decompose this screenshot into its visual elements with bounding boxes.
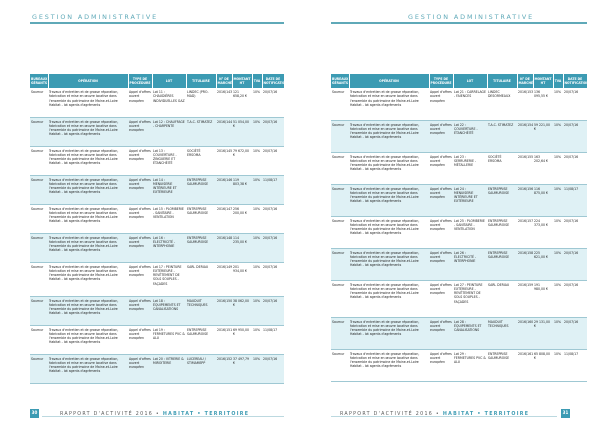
cell-operation: Travaux d'entretien et de grosse réparation, fabrication et mise en œuvre locative dans l'ensemble du patrimoine de Maine-et-Loire Habitat - lot agents d'agréments [349,280,429,317]
cell-lot: Lot 20 : VITRERIE & MIROITERIE [152,354,186,383]
cell-lot: Lot 14 : MENUISERIE INTÉRIEURE ET EXTÉRIEURE [152,175,186,204]
cell-notification-date: 20/07/16 [262,146,284,175]
cell-office: Saumur [30,354,48,383]
cell-amount: 69 950,00 € [232,325,252,354]
cell-procedure: Appel d'offres ouvert européen [429,120,453,152]
cell-contract-no: 2016/146 [216,175,232,204]
cell-amount: 224 373,00 € [533,216,553,248]
cell-operation: Travaux d'entretien et de grosse réparation, fabrication et mise en œuvre locative dans l'ensemble du patrimoine de Maine-et-Loire Habitat - lot agents d'agréments [48,117,128,146]
cell-operation: Travaux d'entretien et de grosse réparation, fabrication et mise en œuvre locative dans l'ensemble du patrimoine de Maine-et-Loire Habitat - lot agents d'agréments [349,152,429,184]
cell-procedure: Appel d'offres ouvert européen [128,262,152,296]
cell-operation: Travaux d'entretien et de grosse réparation, fabrication et mise en œuvre locative dans l'ensemble du patrimoine de Maine-et-Loire Habitat - lot agents d'agréments [349,184,429,216]
cell-holder: SOCIÉTÉ ERSOMA [487,152,517,184]
cell-contract-no: 2016/156 [517,184,533,216]
cell-notification-date: 20/07/16 [563,280,587,317]
cell-vat: 10% [553,88,563,120]
cell-amount: 225 621,00 € [533,248,553,280]
contracts-table-right [331,74,588,382]
cell-holder: T.A.C. STIMATEZ [186,117,216,146]
cell-vat: 10% [252,204,262,233]
column-header-procedure: TYPE DE PROCÉDURE [128,74,152,88]
cell-contract-no: 2016/157 [517,216,533,248]
cell-procedure: Appel d'offres ouvert européen [128,88,152,117]
cell-operation: Travaux d'entretien et de grosse réparation, fabrication et mise en œuvre locative dans l'ensemble du patrimoine de Maine-et-Loire Habitat - lot agents d'agréments [48,146,128,175]
cell-procedure: Appel d'offres ouvert européen [128,354,152,383]
cell-vat: 10% [553,349,563,381]
cell-vat: 10% [553,152,563,184]
table-row [331,216,587,248]
cell-lot: Lot 16 : ÉLECTRICITÉ - INTERPHONIE [152,233,186,262]
cell-lot: Lot 17 : PEINTURE EXTÉRIEURE - REVÊTEMENT DE SOLS SOUPLES - FAÇADES [152,262,186,296]
cell-procedure: Appel d'offres ouvert européen [429,317,453,349]
cell-procedure: Appel d'offres ouvert européen [128,204,152,233]
cell-office: Saumur [331,120,349,152]
cell-notification-date: 20/07/16 [262,296,284,325]
column-header-lot: LOT [152,74,186,88]
cell-office: Saumur [331,152,349,184]
cell-operation: Travaux d'entretien et de grosse réparation, fabrication et mise en œuvre locative dans l'ensemble du patrimoine de Maine-et-Loire Habitat - lot agents d'agréments [48,296,128,325]
cell-vat: 10% [252,354,262,383]
cell-operation: Travaux d'entretien et de grosse réparation, fabrication et mise en œuvre locative dans l'ensemble du patrimoine de Maine-et-Loire Habitat - lot agents d'agréments [48,233,128,262]
contracts-table-left [30,74,288,384]
cell-contract-no: 2016/147 [216,204,232,233]
cell-lot: Lot 13 : COUVERTURE - ZINGUERIE ET ÉTANCHÉITÉ [152,146,186,175]
cell-procedure: Appel d'offres ouvert européen [429,349,453,381]
cell-holder: T.A.C. STIMATEZ [487,120,517,152]
table-row [30,354,284,383]
column-header-lot: LOT [453,74,487,88]
cell-contract-no: 2016/151 [216,325,232,354]
cell-office: Saumur [331,317,349,349]
cell-vat: 10% [553,280,563,317]
cell-vat: 10% [252,88,262,117]
cell-notification-date: 11/08/17 [262,175,284,204]
table-row [30,175,284,204]
footer-prefix-left: RAPPORT D'ACTIVITÉ 2016 • [60,411,163,417]
column-header-office: BUREAUX GÉRANTS [331,74,349,88]
cell-amount: 37 497,79 € [232,354,252,383]
cell-notification-date: 20/07/16 [563,317,587,349]
cell-amount: 191 980,00 € [533,280,553,317]
page-number-left: 30 [31,411,38,416]
cell-procedure: Appel d'offres ouvert européen [128,325,152,354]
cell-lot: Lot 12 : CHAUFFAGE - CHARPENTE [152,117,186,146]
cell-notification-date: 20/07/16 [262,262,284,296]
cell-operation: Travaux d'entretien et de grosse réparation, fabrication et mise en œuvre locative dans l'ensemble du patrimoine de Maine-et-Loire Habitat - lot agents d'agréments [48,175,128,204]
cell-holder: ENTREPRISE SAUMUROISE [186,204,216,233]
table-row [30,88,284,117]
cell-procedure: Appel d'offres ouvert européen [429,184,453,216]
cell-lot: Lot 29 : FERMETURES PVC & ALU [453,349,487,381]
cell-notification-date: 20/07/16 [262,233,284,262]
cell-office: Saumur [30,296,48,325]
cell-notification-date: 20/07/16 [563,248,587,280]
page-number-right: 31 [562,411,569,416]
column-header-procedure: TYPE DE PROCÉDURE [429,74,453,88]
cell-operation: Travaux d'entretien et de grosse réparation, fabrication et mise en œuvre locative dans l'ensemble du patrimoine de Maine-et-Loire Habitat - lot agents d'agréments [349,248,429,280]
cell-office: Saumur [331,216,349,248]
table-row [30,117,284,146]
column-header-amount: MONTANT HT [232,74,252,88]
cell-office: Saumur [30,204,48,233]
cell-lot: Lot 27 : PEINTURE EXTÉRIEURE - REVÊTEMENT DE SOLS SOUPLES - FAÇADES [453,280,487,317]
cell-vat: 10% [553,248,563,280]
cell-holder: ENTREPRISE SAUMUROISE [186,325,216,354]
cell-notification-date: 20/07/16 [563,152,587,184]
footer-section-right: HABITAT • TERRITOIRE [442,411,530,417]
column-header-contract-no: N° DE MARCHÉ [216,74,232,88]
cell-holder: ENTREPRISE SAUMUROISE [487,184,517,216]
cell-contract-no: 2016/148 [216,233,232,262]
footer-section-left: HABITAT • TERRITOIRE [162,411,250,417]
table-row [30,325,284,354]
section-heading-left: GESTION ADMINISTRATIVE [32,13,159,21]
table-header-row [30,74,284,88]
header-rule-right [331,22,587,24]
cell-amount: 256 200,00 € [232,204,252,233]
cell-holder: ENTREPRISE SAUMUROISE [487,248,517,280]
table-row [331,317,587,349]
header-rule-left [30,22,284,24]
cell-vat: 10% [553,216,563,248]
cell-office: Saumur [331,184,349,216]
cell-contract-no: 2016/149 [216,262,232,296]
cell-holder: MAUDUIT TECHNIQUES [487,317,517,349]
table-row [331,184,587,216]
cell-notification-date: 20/07/16 [563,88,587,120]
column-header-operation: OPÉRATION [349,74,429,88]
cell-operation: Travaux d'entretien et de grosse réparation, fabrication et mise en œuvre locative dans l'ensemble du patrimoine de Maine-et-Loire Habitat - lot agents d'agréments [48,88,128,117]
cell-lot: Lot 22 : COUVERTURE - ÉTANCHÉITÉ [453,120,487,152]
cell-amount: 119 803,38 € [232,175,252,204]
cell-procedure: Appel d'offres ouvert européen [429,280,453,317]
cell-office: Saumur [331,88,349,120]
cell-amount: 136 095,55 € [533,88,553,120]
cell-lot: Lot 18 : ÉQUIPEMENTS ET CANALISATIONS [152,296,186,325]
cell-procedure: Appel d'offres ouvert européen [128,175,152,204]
cell-holder: LINDEC DESORMEAUX [487,88,517,120]
cell-notification-date: 20/07/16 [262,204,284,233]
cell-holder: SARL DERIAU [487,280,517,317]
cell-office: Saumur [30,262,48,296]
footer-right [340,411,529,417]
cell-vat: 10% [252,296,262,325]
footer-prefix-right: RAPPORT D'ACTIVITÉ 2016 • [340,411,443,417]
cell-holder: SOCIÉTÉ ERSOMA [186,146,216,175]
cell-lot: Lot 26 : ÉLECTRICITÉ - INTERPHONIE [453,248,487,280]
cell-holder: ENTREPRISE SAUMUROISE [186,175,216,204]
cell-lot: Lot 28 : ÉQUIPEMENTS ET CANALISATIONS [453,317,487,349]
cell-notification-date: 11/08/17 [262,325,284,354]
cell-operation: Travaux d'entretien et de grosse réparation, fabrication et mise en œuvre locative dans l'ensemble du patrimoine de Maine-et-Loire Habitat - lot agents d'agréments [349,216,429,248]
cell-lot: Lot 25 : PLOMBERIE - SANITAIRE - VENTILATION [453,216,487,248]
cell-holder: MAUDUIT TECHNIQUES [186,296,216,325]
table-row [30,296,284,325]
cell-holder: ENTREPRISE SAUMUROISE [487,349,517,381]
cell-office: Saumur [30,117,48,146]
cell-vat: 10% [553,317,563,349]
cell-office: Saumur [30,233,48,262]
cell-notification-date: 20/07/16 [262,354,284,383]
cell-operation: Travaux d'entretien et de grosse réparation, fabrication et mise en œuvre locative dans l'ensemble du patrimoine de Maine-et-Loire Habitat - lot agents d'agréments [349,317,429,349]
cell-amount: 79 672,00 € [232,146,252,175]
cell-office: Saumur [331,248,349,280]
cell-vat: 10% [252,262,262,296]
column-header-vat: TVA [553,74,563,88]
footer-left [60,411,249,417]
cell-amount: 201 934,00 € [232,262,252,296]
table-row [30,146,284,175]
cell-operation: Travaux d'entretien et de grosse réparation, fabrication et mise en œuvre locative dans l'ensemble du patrimoine de Maine-et-Loire Habitat - lot agents d'agréments [48,325,128,354]
cell-amount: 163 202,64 € [533,152,553,184]
cell-office: Saumur [30,175,48,204]
cell-vat: 10% [252,175,262,204]
cell-procedure: Appel d'offres ouvert européen [128,146,152,175]
cell-contract-no: 2016/144 [216,117,232,146]
column-header-holder: TITULAIRE [186,74,216,88]
table-row [331,88,587,120]
column-header-vat: TVA [252,74,262,88]
cell-vat: 10% [252,233,262,262]
cell-holder: LINDEC (PRO-MAD) [186,88,216,117]
table-row [30,204,284,233]
cell-vat: 10% [553,120,563,152]
cell-notification-date: 20/07/16 [563,120,587,152]
cell-procedure: Appel d'offres ouvert européen [429,152,453,184]
cell-notification-date: 20/07/16 [262,88,284,117]
column-header-notification-date: DATE DE NOTIFICATION [262,74,284,88]
cell-contract-no: 2016/150 [216,296,232,325]
cell-operation: Travaux d'entretien et de grosse réparation, fabrication et mise en œuvre locative dans l'ensemble du patrimoine de Maine-et-Loire Habitat - lot agents d'agréments [349,349,429,381]
cell-contract-no: 2016/159 [517,280,533,317]
cell-amount: 51 054,00 € [232,117,252,146]
cell-vat: 10% [252,325,262,354]
cell-procedure: Appel d'offres ouvert européen [429,216,453,248]
column-header-amount: MONTANT HT [533,74,553,88]
cell-contract-no: 2016/145 [216,146,232,175]
cell-contract-no: 2016/161 [517,349,533,381]
cell-amount: 59 221,00 € [533,120,553,152]
cell-notification-date: 20/07/16 [262,117,284,146]
cell-procedure: Appel d'offres ouvert européen [429,248,453,280]
cell-amount: 116 875,00 € [533,184,553,216]
table-row [331,120,587,152]
cell-amount: 65 808,00 € [533,349,553,381]
cell-contract-no: 2016/160 [517,317,533,349]
table-row [30,233,284,262]
cell-office: Saumur [30,88,48,117]
cell-lot: Lot 15 : PLOMBERIE - SANITAIRE - VENTILATION [152,204,186,233]
cell-amount: 38 062,00 € [232,296,252,325]
cell-amount: 29 131,00 € [533,317,553,349]
cell-lot: Lot 21 : CARRELAGE - FAÏENCES [453,88,487,120]
table-row [331,152,587,184]
cell-holder: ENTREPRISE SAUMUROISE [487,216,517,248]
cell-holder: SARL DERIAU [186,262,216,296]
cell-vat: 10% [252,146,262,175]
column-header-contract-no: N° DE MARCHÉ [517,74,533,88]
cell-notification-date: 20/07/16 [563,216,587,248]
cell-operation: Travaux d'entretien et de grosse réparation, fabrication et mise en œuvre locative dans l'ensemble du patrimoine de Maine-et-Loire Habitat - lot agents d'agréments [349,88,429,120]
cell-holder: LUCEREAU / STIMAMEPP [186,354,216,383]
cell-lot: Lot 11 : CHAUDIÈRES INDIVIDUELLES GAZ [152,88,186,117]
cell-lot: Lot 19 : FERMETURES PVC & ALU [152,325,186,354]
cell-office: Saumur [30,146,48,175]
cell-contract-no: 2016/158 [517,248,533,280]
table-header-row [331,74,587,88]
cell-vat: 10% [553,184,563,216]
cell-contract-no: 2016/153 [517,88,533,120]
column-header-notification-date: DATE DE NOTIFICATION [563,74,587,88]
column-header-operation: OPÉRATION [48,74,128,88]
table-row [331,349,587,381]
cell-office: Saumur [30,325,48,354]
cell-operation: Travaux d'entretien et de grosse réparation, fabrication et mise en œuvre locative dans l'ensemble du patrimoine de Maine-et-Loire Habitat - lot agents d'agréments [48,262,128,296]
cell-operation: Travaux d'entretien et de grosse réparation, fabrication et mise en œuvre locative dans l'ensemble du patrimoine de Maine-et-Loire Habitat - lot agents d'agréments [48,354,128,383]
cell-procedure: Appel d'offres ouvert européen [429,88,453,120]
column-header-office: BUREAUX GÉRANTS [30,74,48,88]
section-heading-right: GESTION ADMINISTRATIVE [408,13,535,21]
cell-lot: Lot 23 : SERRURERIE - MÉTALLERIE [453,152,487,184]
cell-contract-no: 2016/143 [216,88,232,117]
cell-office: Saumur [331,349,349,381]
cell-procedure: Appel d'offres ouvert européen [128,296,152,325]
cell-contract-no: 2016/155 [517,152,533,184]
cell-vat: 10% [252,117,262,146]
table-row [331,280,587,317]
cell-contract-no: 2016/152 [216,354,232,383]
cell-procedure: Appel d'offres ouvert européen [128,233,152,262]
cell-holder: ENTREPRISE SAUMUROISE [186,233,216,262]
cell-amount: 121 658,20 € [232,88,252,117]
cell-procedure: Appel d'offres ouvert européen [128,117,152,146]
cell-lot: Lot 24 : MENUISERIE INTÉRIEURE ET EXTÉRIEURE [453,184,487,216]
cell-amount: 114 235,00 € [232,233,252,262]
column-header-holder: TITULAIRE [487,74,517,88]
table-row [331,248,587,280]
cell-contract-no: 2016/154 [517,120,533,152]
cell-operation: Travaux d'entretien et de grosse réparation, fabrication et mise en œuvre locative dans l'ensemble du patrimoine de Maine-et-Loire Habitat - lot agents d'agréments [48,204,128,233]
table-row [30,262,284,296]
cell-office: Saumur [331,280,349,317]
cell-notification-date: 11/08/17 [563,349,587,381]
cell-notification-date: 11/08/17 [563,184,587,216]
cell-operation: Travaux d'entretien et de grosse réparation, fabrication et mise en œuvre locative dans l'ensemble du patrimoine de Maine-et-Loire Habitat - lot agents d'agréments [349,120,429,152]
